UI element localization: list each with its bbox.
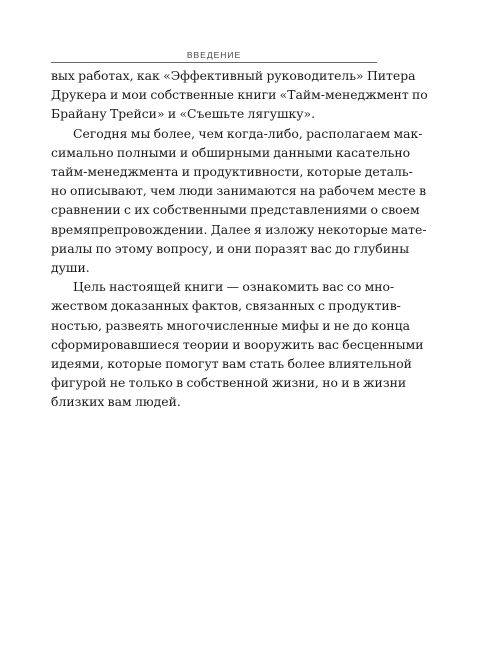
text-line: жеством доказанных фактов, связанных с продуктив-	[51, 298, 401, 314]
text-line: но описывают, чем люди занимаются на рабочем месте в	[51, 183, 427, 199]
text-line: сравнении с их собственными представлениями о своем	[51, 202, 420, 218]
text-line: симально полными и обширными данными касательно	[51, 144, 411, 160]
text-line: сформировавшиеся теории и вооружить вас бесценными	[51, 336, 424, 352]
text-line: вых работах, как «Эффективный руководитель» Питера	[51, 68, 416, 83]
text-line: Сегодня мы более, чем когда-либо, располагаем мак-	[73, 125, 423, 141]
text-line: Друкера и мои собственные книги «Тайм-менеджмент по	[51, 87, 428, 103]
page-body	[51, 66, 428, 412]
text-line: фигурой не только в собственной жизни, но и в жизни	[51, 375, 407, 391]
text-line: Цель настоящей книги — ознакомить вас со мно-	[73, 279, 395, 295]
text-line: идеями, которые помогут вам стать более влиятельной	[51, 356, 412, 372]
text-line: риалы по этому вопросу, и они поразят вас до глубины	[51, 240, 410, 256]
text-line: близких вам людей.	[51, 394, 181, 410]
header-rule	[51, 62, 377, 63]
text-line: ностью, развеять многочисленные мифы и не до конца	[51, 317, 410, 333]
text-line: Брайану Трейси» и «Съешьте лягушку».	[51, 106, 316, 122]
running-head: ВВЕДЕНИЕ	[186, 50, 242, 60]
text-line: тайм-менеджмента и продуктивности, которые деталь-	[51, 164, 413, 180]
text-line: души.	[51, 260, 90, 276]
text-line: времяпрепровождении. Далее я изложу некоторые мате-	[51, 221, 427, 237]
